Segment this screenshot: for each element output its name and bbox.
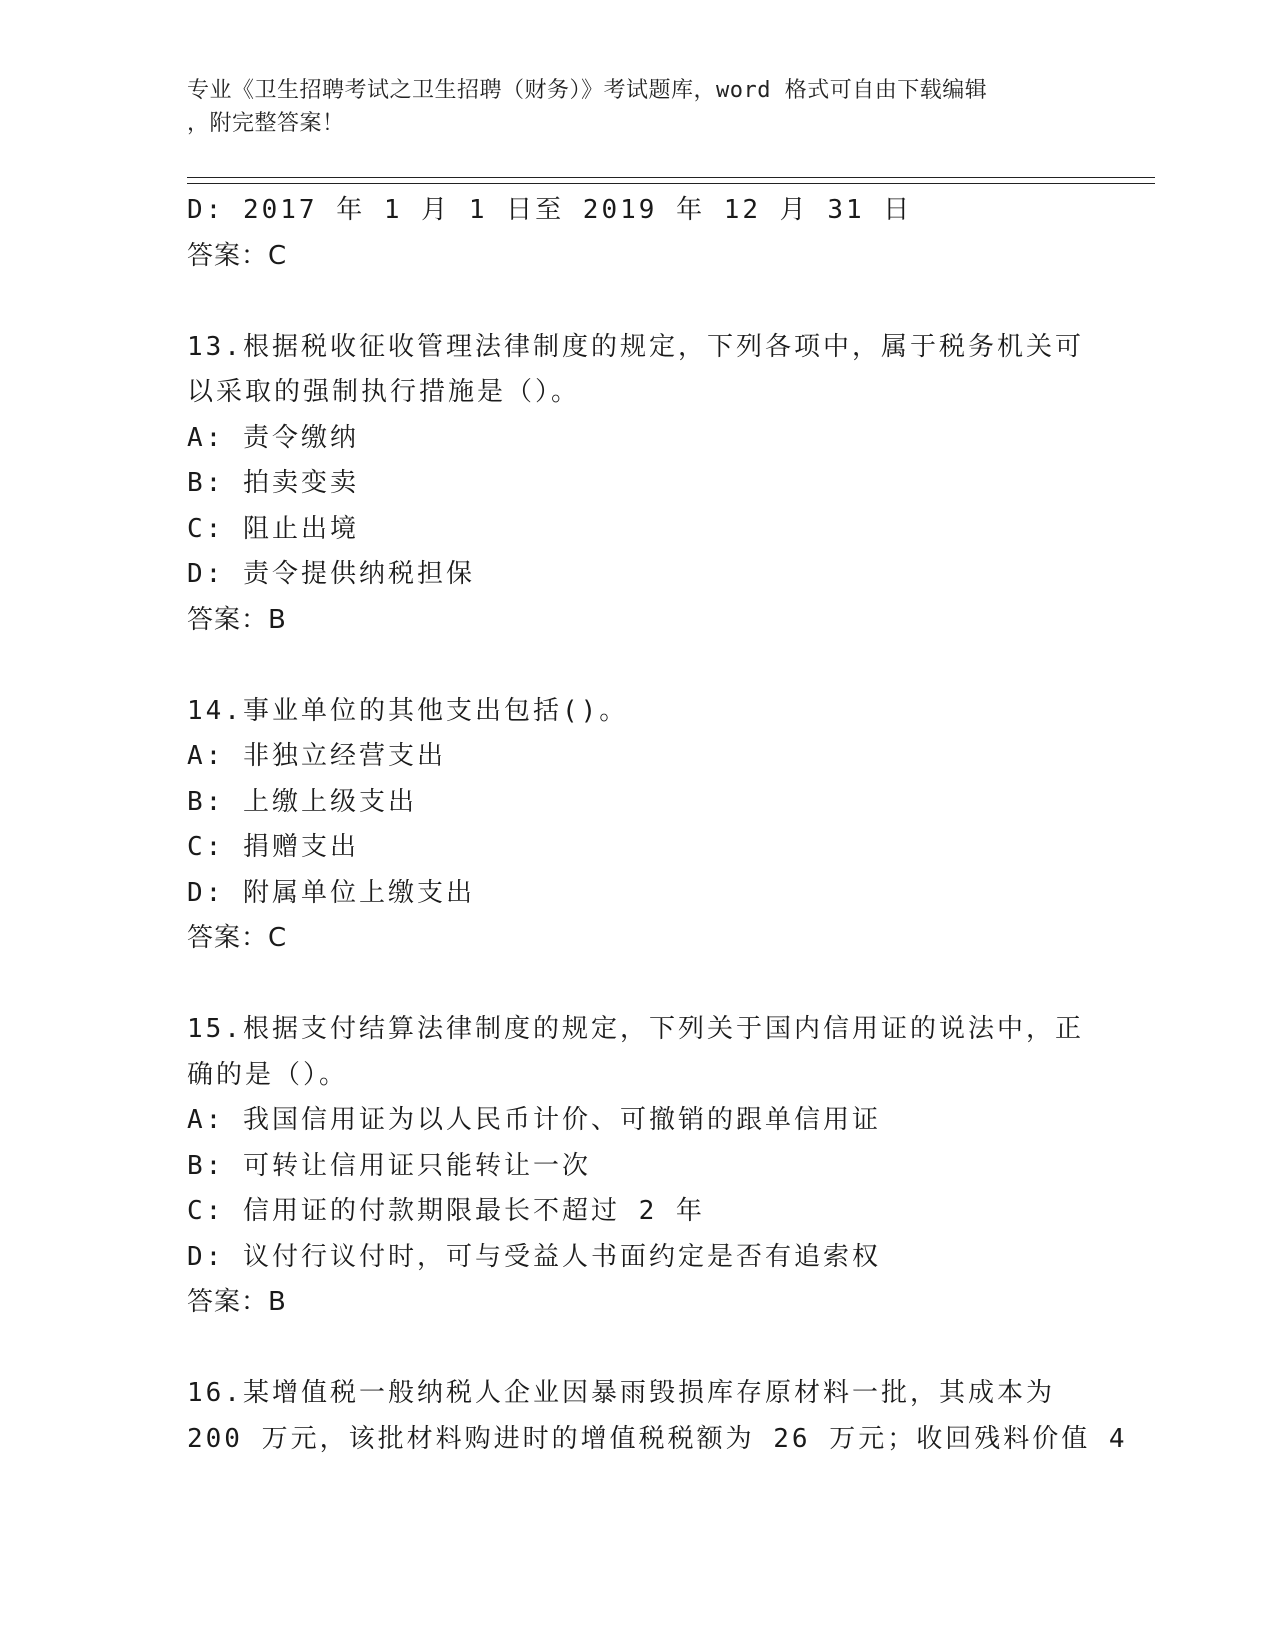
answer: 答案：B [187,1287,287,1317]
header-divider-top [187,177,1155,178]
option-b: B: 上缴上级支出 [187,786,417,817]
option-d: D: 议付行议付时，可与受益人书面约定是否有追索权 [187,1241,881,1272]
question-stem-line: 16.某增值税一般纳税人企业因暴雨毁损库存原材料一批，其成本为 [187,1378,1055,1408]
spacer [187,643,1087,689]
question-12 [187,188,1087,279]
option-d: D: 责令提供纳税担保 [187,559,475,589]
question-14 [187,689,1087,962]
option-b: B: 拍卖变卖 [187,468,359,498]
option-a: A: 我国信用证为以人民币计价、可撤销的跟单信用证 [187,1105,881,1135]
option-c: C: 阻止出境 [187,513,359,544]
option-a: A: 责令缴纳 [187,422,359,453]
header-line-1: 专业《卫生招聘考试之卫生招聘（财务）》考试题库，word 格式可自由下载编辑 [187,78,988,103]
option-a: A: 非独立经营支出 [187,741,446,771]
answer: 答案：C [187,923,288,953]
spacer [187,1326,1087,1372]
header-line-2: ，附完整答案！ [187,111,345,136]
spacer [187,962,1087,1008]
option-c: C: 信用证的付款期限最长不超过 2 年 [187,1196,705,1226]
spacer [187,279,1087,325]
answer: 答案：B [187,604,287,635]
document-body [187,188,1128,1462]
question-stem-line: 14.事业单位的其他支出包括()。 [187,695,629,726]
option-d: D: 2017 年 1 月 1 日至 2019 年 12 月 31 日 [187,195,913,225]
answer: 答案：C [187,240,288,271]
question-stem-line: 15.根据支付结算法律制度的规定，下列关于国内信用证的说法中，正 [187,1014,1084,1044]
question-stem-line: 200 万元，该批材料购进时的增值税税额为 26 万元；收回残料价值 4 [187,1423,1128,1454]
question-stem-line: 确的是（）。 [187,1059,349,1090]
option-d: D: 附属单位上缴支出 [187,877,475,908]
question-stem-line: 以采取的强制执行措施是（）。 [187,377,581,407]
header-divider-bottom [187,183,1155,184]
question-16 [187,1371,1128,1462]
option-b: B: 可转让信用证只能转让一次 [187,1150,591,1181]
option-c: C: 捐赠支出 [187,832,359,862]
question-15 [187,1007,1087,1326]
question-13 [187,325,1087,644]
document-header [187,74,1087,140]
question-stem-line: 13.根据税收征收管理法律制度的规定，下列各项中，属于税务机关可 [187,331,1084,362]
